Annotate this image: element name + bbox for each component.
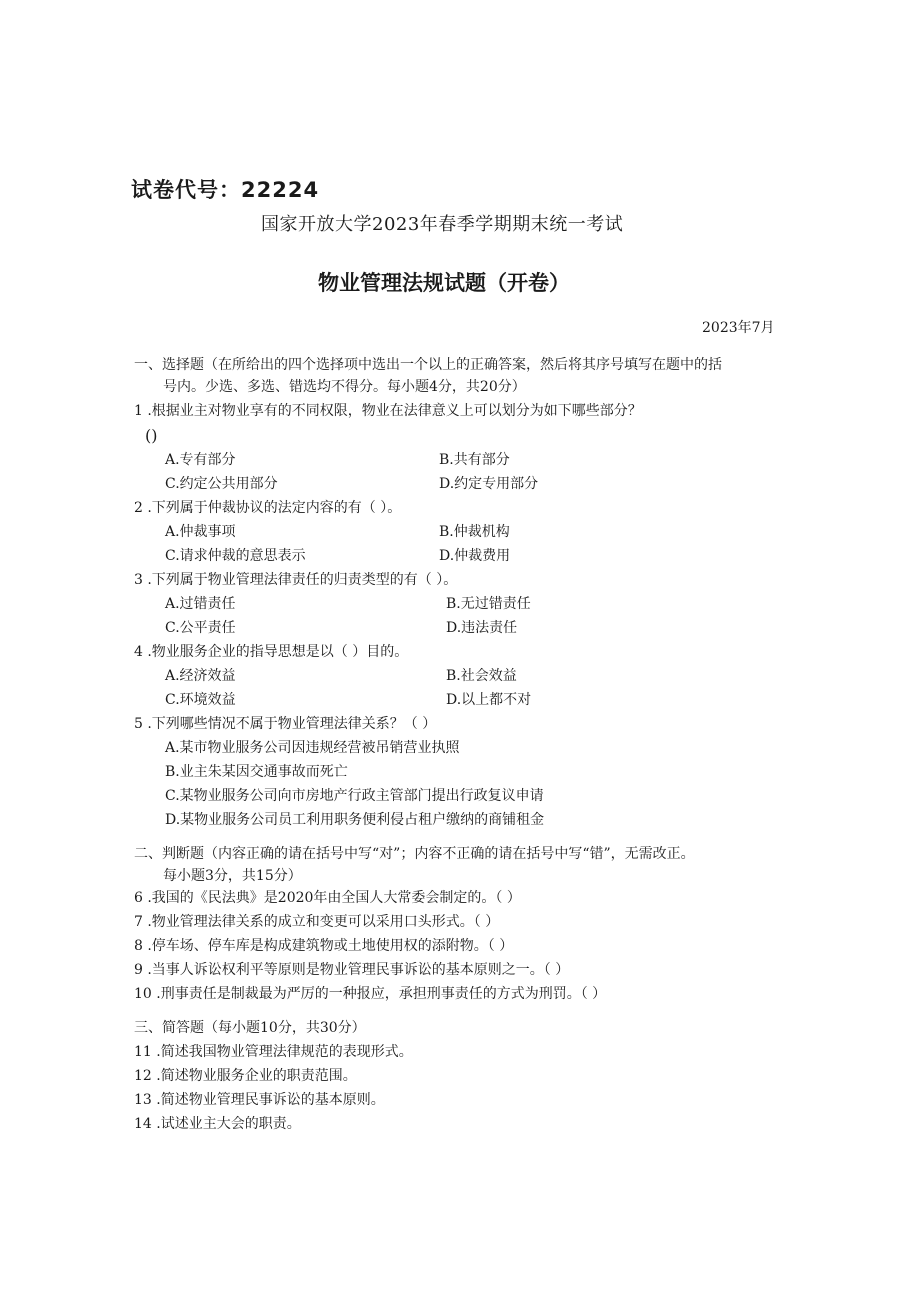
q1-option-b: B.共有部分 — [439, 452, 510, 468]
q3-option-a: A.过错责任 — [165, 596, 236, 612]
section3-heading: 三、简答题（每小题10分，共30分） — [134, 1020, 366, 1036]
q1-option-d: D.约定专用部分 — [439, 476, 539, 492]
q3-option-b: B.无过错责任 — [446, 596, 531, 612]
q1-option-a: A.专有部分 — [165, 452, 236, 468]
section2-heading-cont: 每小题3分，共15分） — [163, 868, 302, 884]
section1-heading-cont: 号内。少选、多选、错选均不得分。每小题4分，共20分） — [163, 379, 526, 395]
question-10: 10 .刑事责任是制裁最为严厉的一种报应，承担刑事责任的方式为刑罚。（ ） — [134, 986, 607, 1002]
exam-date: 2023年7月 — [702, 320, 775, 336]
q3-option-c: C.公平责任 — [165, 620, 236, 636]
q4-option-a: A.经济效益 — [165, 668, 236, 684]
section1-heading: 一、选择题（在所给出的四个选择项中选出一个以上的正确答案，然后将其序号填写在题中的括 — [134, 357, 722, 373]
q1-option-c: C.约定公共用部分 — [165, 476, 278, 492]
question-7: 7 .物业管理法律关系的成立和变更可以采用口头形式。（ ） — [134, 914, 500, 930]
q2-option-a: A.仲裁事项 — [165, 524, 236, 540]
question-1: 1 .根据业主对物业享有的不同权限，物业在法律意义上可以划分为如下哪些部分？ — [134, 403, 642, 419]
question-11: 11 .简述我国物业管理法律规范的表现形式。 — [134, 1044, 413, 1060]
q5-option-a: A.某市物业服务公司因违规经营被吊销营业执照 — [165, 740, 460, 756]
q5-option-b: B.业主朱某因交通事故而死亡 — [165, 764, 348, 780]
exam-title: 物业管理法规试题（开卷） — [318, 271, 570, 295]
question-2: 2 .下列属于仲裁协议的法定内容的有（ ）。 — [134, 500, 402, 516]
question-13: 13 .简述物业管理民事诉讼的基本原则。 — [134, 1092, 385, 1108]
question-12: 12 .简述物业服务企业的职责范围。 — [134, 1068, 357, 1084]
question-4: 4 .物业服务企业的指导思想是以（ ）目的。 — [134, 644, 409, 660]
q4-option-b: B.社会效益 — [446, 668, 517, 684]
q4-option-c: C.环境效益 — [165, 692, 236, 708]
q2-option-c: C.请求仲裁的意思表示 — [165, 548, 306, 564]
question-6: 6 .我国的《民法典》是2020年由全国人大常委会制定的。（ ） — [134, 890, 521, 906]
question-1-blank: () — [145, 426, 158, 445]
q2-option-b: B.仲裁机构 — [439, 524, 510, 540]
question-3: 3 .下列属于物业管理法律责任的归责类型的有（ ）。 — [134, 572, 458, 588]
organization-line: 国家开放大学2023年春季学期期末统一考试 — [261, 214, 624, 235]
question-8: 8 .停车场、停车库是构成建筑物或土地使用权的添附物。（ ） — [134, 938, 514, 954]
exam-code: 试卷代号：22224 — [131, 178, 320, 202]
section2-heading: 二、判断题（内容正确的请在括号中写“对”；内容不正确的请在括号中写“错”，无需改正。 — [134, 846, 695, 862]
question-14: 14 .试述业主大会的职责。 — [134, 1116, 301, 1132]
q3-option-d: D.违法责任 — [446, 620, 518, 636]
q2-option-d: D.仲裁费用 — [439, 548, 511, 564]
question-9: 9 .当事人诉讼权利平等原则是物业管理民事诉讼的基本原则之一。（ ） — [134, 962, 570, 978]
q5-option-c: C.某物业服务公司向市房地产行政主管部门提出行政复议申请 — [165, 788, 544, 804]
q5-option-d: D.某物业服务公司员工利用职务便利侵占租户缴纳的商铺租金 — [165, 812, 545, 828]
q4-option-d: D.以上都不对 — [446, 692, 532, 708]
question-5: 5 .下列哪些情况不属于物业管理法律关系？（ ） — [134, 716, 437, 732]
